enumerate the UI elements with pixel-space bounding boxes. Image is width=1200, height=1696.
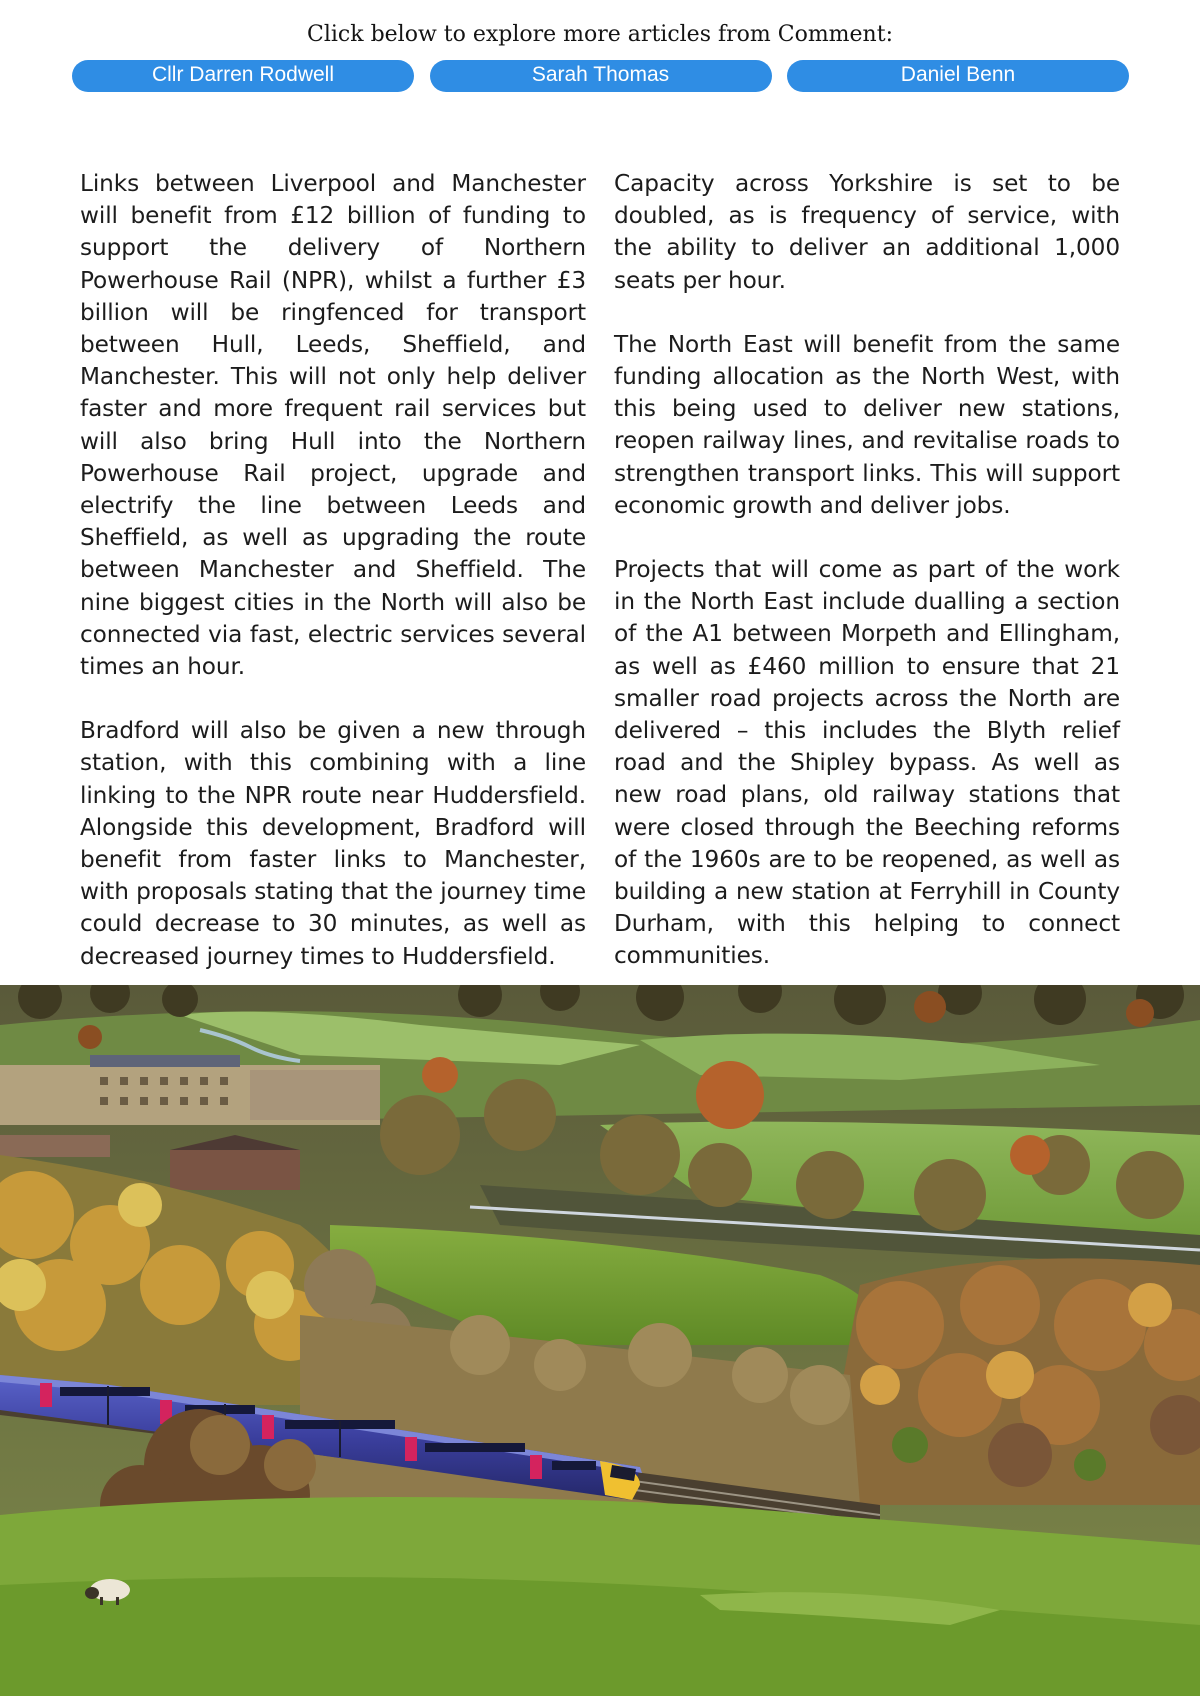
author-button-darren-rodwell[interactable]: Cllr Darren Rodwell [72,60,414,92]
author-button-row [72,60,1129,92]
author-button-daniel-benn[interactable]: Daniel Benn [787,60,1129,92]
article-paragraph: Links between Liverpool and Manchester will benefit from £12 billion of funding to support the delivery of Northern Powerhouse Rail (NPR), whilst a further £3 billion will be ringfenced for transport between Hull, Leeds, Sheffield, and Manchester. This will not only help deliver faster and more frequent rail services but will also bring Hull into the Northern Powerhouse Rail project, upgrade and electrify the line between Leeds and Sheffield, as well as upgrading the route between Manchester and Sheffield. The nine biggest cities in the North will also be connected via fast, electric services several times an hour. [80,170,586,681]
article-paragraph: Projects that will come as part of the work in the North East include dualling a section of the A1 between Morpeth and Ellingham, as well as £460 million to ensure that 21 smaller road projects across the North are delivered – this includes the Blyth relief road and the Shipley bypass. As well as new road plans, old railway stations that were closed through the Beeching reforms of the 1960s are to be reopened, as well as building a new station at Ferryhill in County Durham, with this helping to connect communities. [614,556,1120,970]
article-paragraph: The North East will benefit from the same funding allocation as the North West, with this being used to deliver new stations, reopen railway lines, and revitalise roads to strengthen transport links. This will support economic growth and deliver jobs. [614,330,1120,519]
train-landscape-photo [0,985,1200,1696]
article-left-column [80,168,586,1005]
explore-heading: Click below to explore more articles from Comment: [307,22,893,47]
article-paragraph: Capacity across Yorkshire is set to be doubled, as is frequency of service, with the ability to deliver an additional 1,000 seats per hour. [614,170,1120,294]
article-body [80,168,1120,1005]
article-paragraph: Bradford will also be given a new through station, with this combining with a line linking to the NPR route near Huddersfield. Alongside this development, Bradford will benefit from faster links to Manchester, with proposals stating that the journey time could decrease to 30 minutes, as well as decreased journey times to Huddersfield. [80,717,586,970]
author-button-sarah-thomas[interactable]: Sarah Thomas [430,60,772,92]
article-right-column [614,168,1120,1005]
